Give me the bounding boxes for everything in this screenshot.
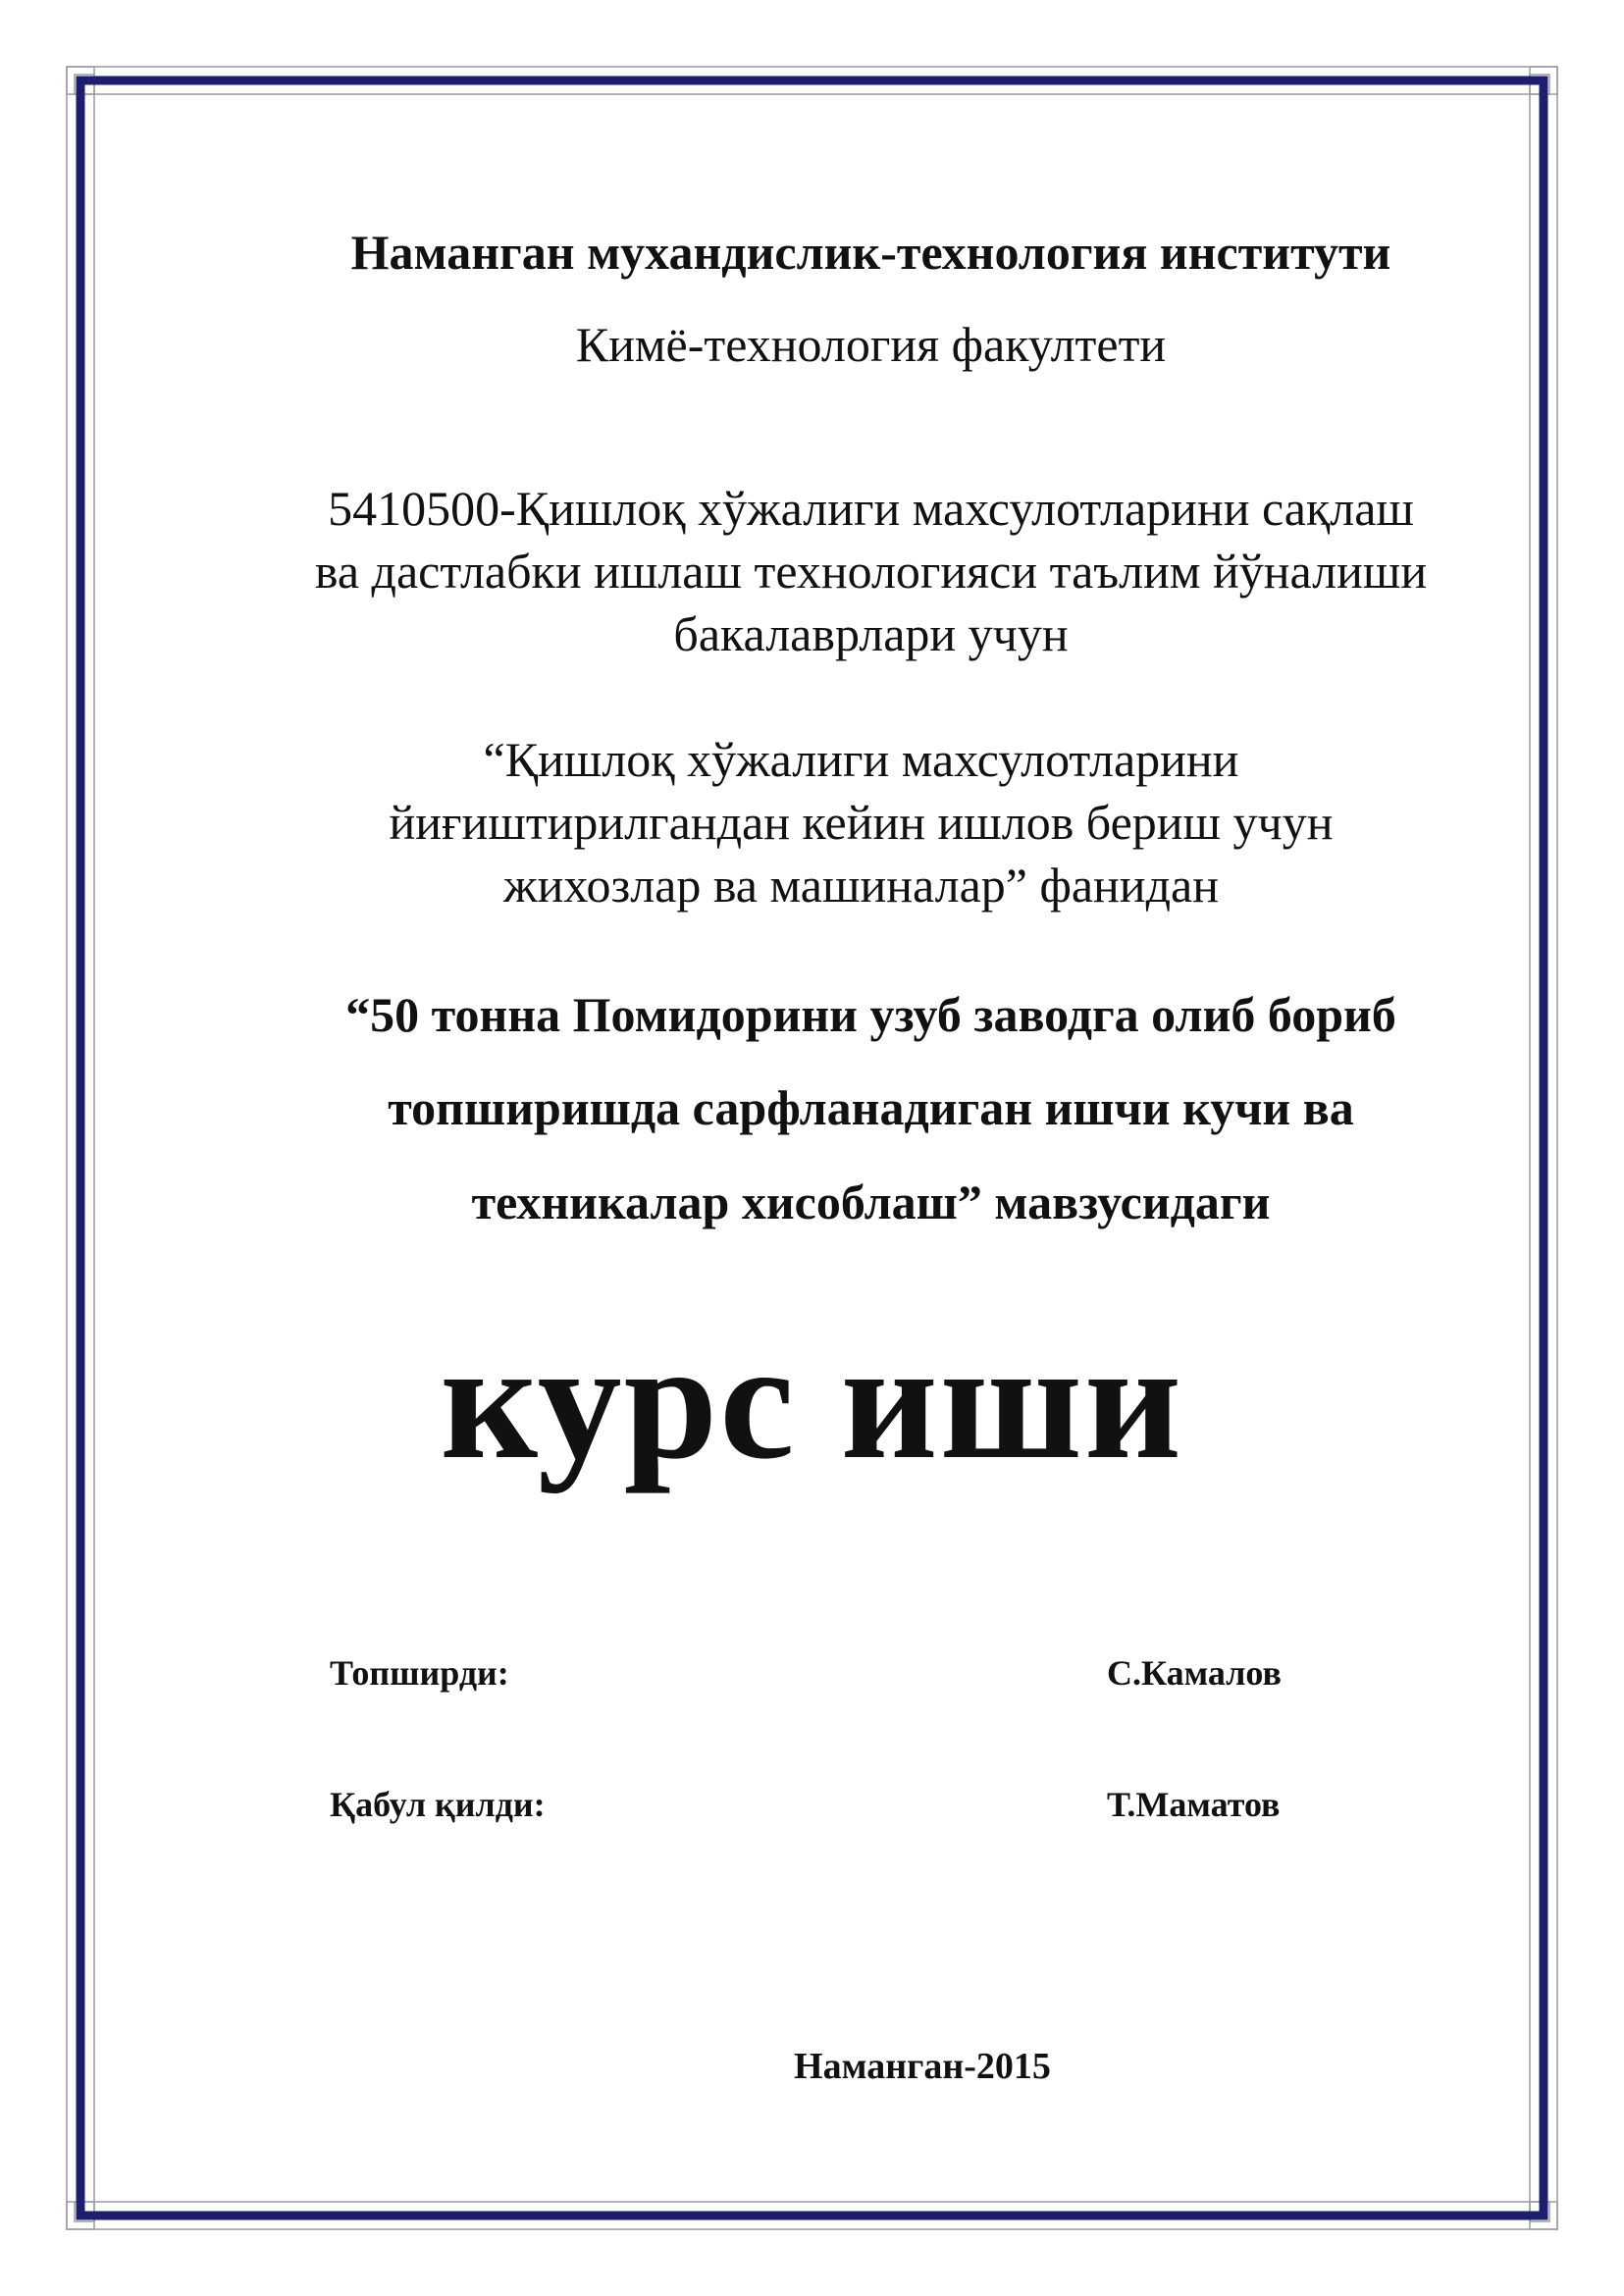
institute-name: Наманган мухандислик-технология институти [350, 225, 1391, 280]
work-type-title: курс иши [440, 1308, 1184, 1494]
subject-line: жихозлар ва машиналар” фанидан [503, 858, 1219, 913]
topic-line: техникалар хисоблаш” мавзусидаги [471, 1174, 1271, 1229]
accepted-label: Қабул қилди: [330, 1785, 546, 1824]
topic-line: “50 тонна Помидорини узуб заводга олиб бориб [345, 987, 1396, 1042]
submitted-name: С.Камалов [1107, 1653, 1282, 1693]
subject-line: йиғиштирилгандан кейин ишлов бериш учун [389, 795, 1334, 850]
city-year: Наманган-2015 [794, 2046, 1051, 2087]
submitted-label: Топширди: [330, 1653, 509, 1693]
accepted-name: Т.Маматов [1107, 1785, 1281, 1824]
topic-line: топширишда сарфланадиган ишчи кучи ва [388, 1080, 1354, 1135]
specialty-line: 5410500-Қишлоқ хўжалиги махсулотларини сақлаш [328, 481, 1414, 536]
specialty-line: ва дастлабки ишлаш технологияси таълим йўналиши [314, 544, 1428, 599]
faculty-name: Кимё-технология факултети [575, 317, 1167, 372]
subject-line: “Қишлоқ хўжалиги махсулотларини [483, 732, 1239, 787]
specialty-line: бакалаврлари учун [673, 606, 1069, 661]
